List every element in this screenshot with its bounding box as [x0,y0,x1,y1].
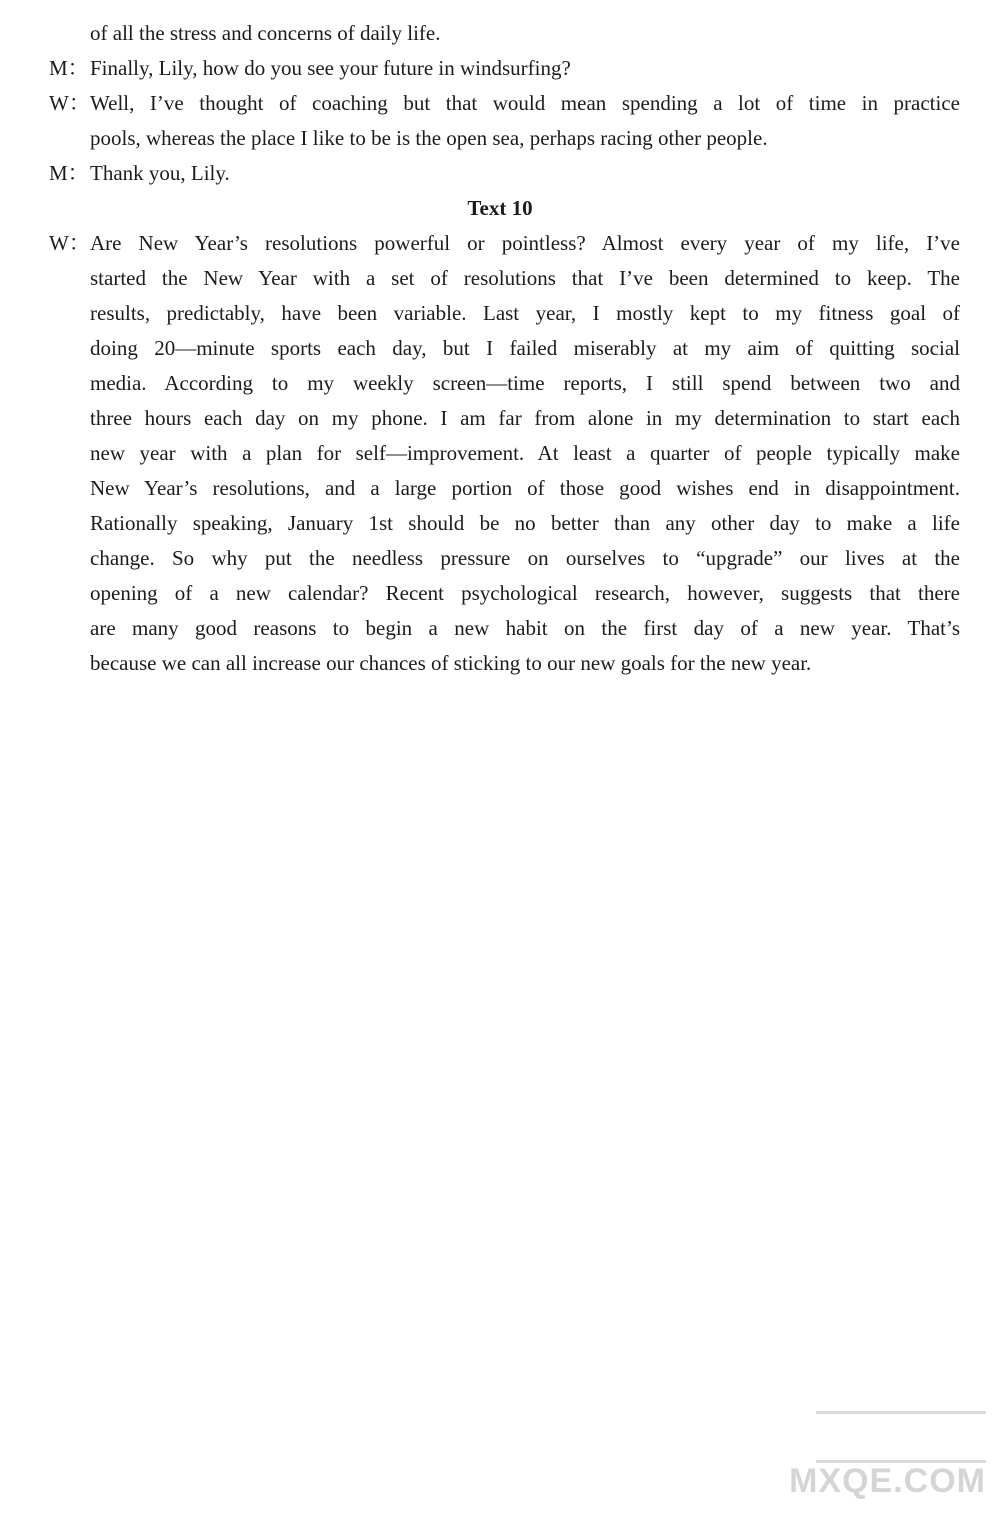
dialogue-line [0,86,1000,121]
paragraph-line [0,296,1000,331]
watermark-logo [789,1411,986,1501]
paragraph-text: new year with a plan for self—improvement. At least a quarter of people typically make [90,441,960,465]
paragraph-text: change. So why put the needless pressure on ourselves to “upgrade” our lives at the [90,546,960,570]
paragraph-text: because we can all increase our chances of sticking to our new goals for the new year. [90,651,812,675]
dialogue-text: Thank you, Lily. [90,161,230,185]
paragraph-line [0,261,1000,296]
paragraph-line [0,226,1000,261]
paragraph-text: three hours each day on my phone. I am far from alone in my determination to start each [90,406,960,430]
dialogue-line [0,16,1000,51]
paragraph-line [0,401,1000,436]
speaker-label: M： [49,161,89,185]
paragraph-text: doing 20—minute sports each day, but I failed miserably at my aim of quitting social [90,336,960,360]
paragraph-line [0,646,1000,681]
paragraph-line [0,611,1000,646]
paragraph-text: opening of a new calendar? Recent psychological research, however, suggests that there [90,581,960,605]
paragraph-text: Rationally speaking, January 1st should be no better than any other day to make a life [90,511,960,535]
dialogue-text: Finally, Lily, how do you see your future in windsurfing? [90,56,571,80]
paragraph-line [0,366,1000,401]
dialogue-text: Well, I’ve thought of coaching but that would mean spending a lot of time in practice [90,91,960,115]
paragraph-text: started the New Year with a set of resolutions that I’ve been determined to keep. The [90,266,960,290]
paragraph-line [0,576,1000,611]
paragraph-text: New Year’s resolutions, and a large portion of those good wishes end in disappointment. [90,476,960,500]
paragraph-line [0,471,1000,506]
watermark-glyph-icon [816,1411,986,1463]
section-heading: Text 10 [467,196,533,220]
dialogue-text: of all the stress and concerns of daily life. [90,21,441,45]
speaker-label: W： [49,231,90,255]
paragraph-text: are many good reasons to begin a new habit on the first day of a new year. That’s [90,616,960,640]
paragraph-line [0,506,1000,541]
dialogue-line [0,121,1000,156]
dialogue-text: pools, whereas the place I like to be is the open sea, perhaps racing other people. [90,126,768,150]
watermark-text: MXQE.COM [789,1462,986,1500]
paragraph-line [0,436,1000,471]
paragraph-line [0,541,1000,576]
paragraph-text: Are New Year’s resolutions powerful or pointless? Almost every year of my life, I’ve [90,231,960,255]
dialogue-line [0,51,1000,86]
paragraph-text: results, predictably, have been variable. Last year, I mostly kept to my fitness goal of [90,301,960,325]
dialogue-line [0,156,1000,191]
speaker-label: W： [49,91,90,115]
paragraph-text: media. According to my weekly screen—time reports, I still spend between two and [90,371,960,395]
speaker-label: M： [49,56,89,80]
paragraph-line [0,331,1000,366]
